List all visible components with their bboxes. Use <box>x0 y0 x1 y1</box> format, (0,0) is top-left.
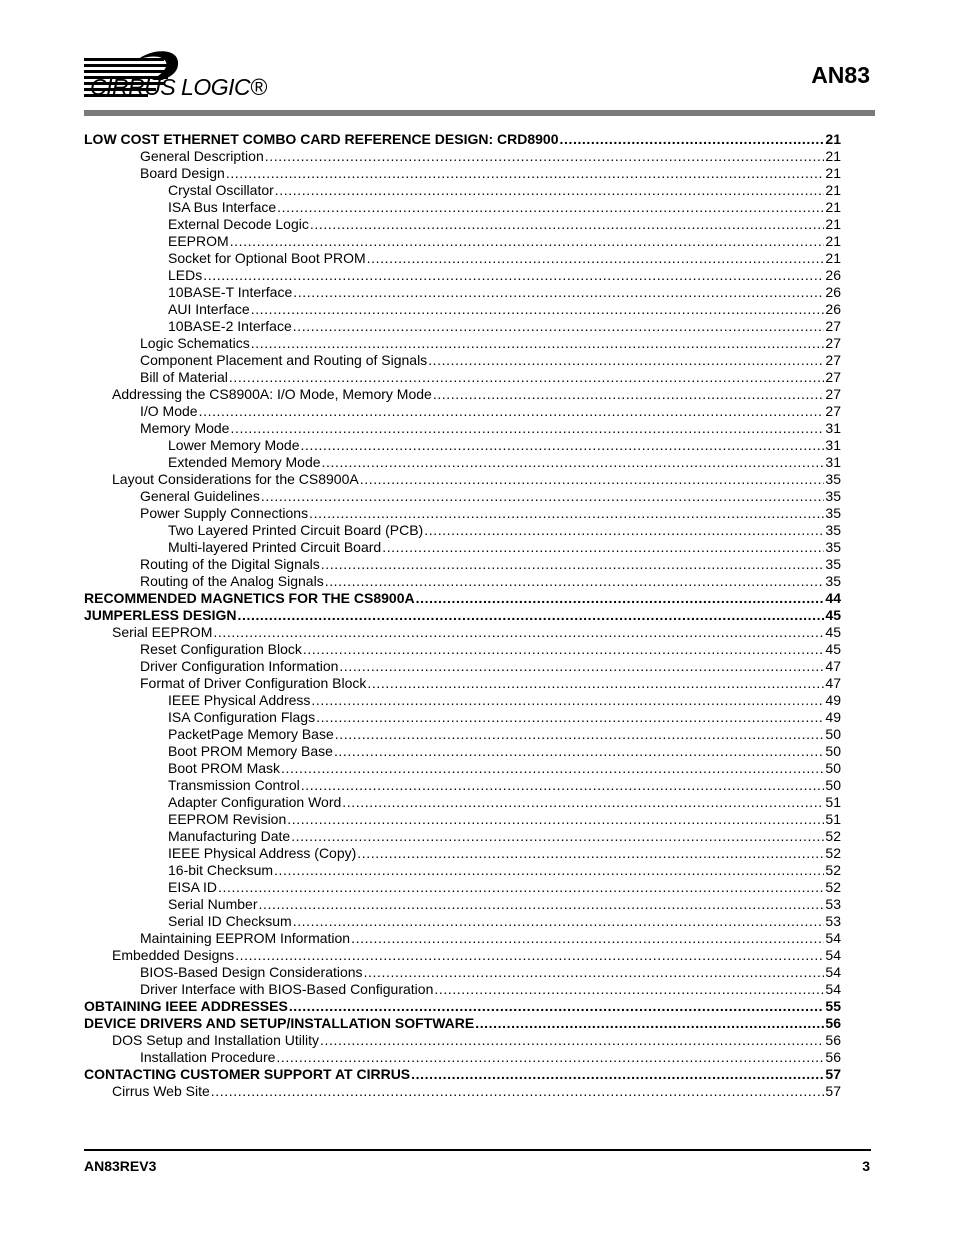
toc-entry-title: Boot PROM Mask <box>168 760 281 776</box>
toc-entry-title: Maintaining EEPROM Information <box>140 930 351 946</box>
toc-entry[interactable] <box>84 386 841 403</box>
toc-entry-page: 56 <box>825 1015 841 1031</box>
toc-entry-title: Cirrus Web Site <box>112 1083 210 1099</box>
toc-entry-page: 54 <box>825 964 841 980</box>
toc-entry-page: 27 <box>825 403 841 419</box>
toc-entry[interactable] <box>84 896 841 913</box>
toc-leader-dots <box>367 675 824 692</box>
toc-entry[interactable] <box>84 233 841 250</box>
toc-leader-dots <box>309 505 824 522</box>
toc-entry[interactable] <box>84 165 841 182</box>
toc-entry-page: 35 <box>825 488 841 504</box>
header-rule <box>84 110 875 116</box>
toc-entry-page: 49 <box>825 692 841 708</box>
toc-entry[interactable] <box>84 709 841 726</box>
toc-entry[interactable] <box>84 794 841 811</box>
toc-entry-title: Reset Configuration Block <box>140 641 302 657</box>
toc-entry[interactable] <box>84 182 841 199</box>
toc-entry-title: EISA ID <box>168 879 218 895</box>
toc-leader-dots <box>360 471 825 488</box>
toc-entry-page: 21 <box>825 165 841 181</box>
toc-leader-dots <box>320 1032 824 1049</box>
toc-entry[interactable] <box>84 539 841 556</box>
toc-leader-dots <box>229 369 825 386</box>
toc-leader-dots <box>325 573 825 590</box>
toc-entry[interactable] <box>84 335 841 352</box>
toc-leader-dots <box>281 760 824 777</box>
toc-leader-dots <box>251 301 825 318</box>
toc-entry[interactable] <box>84 624 841 641</box>
toc-leader-dots <box>342 794 824 811</box>
toc-entry-title: 16-bit Checksum <box>168 862 274 878</box>
toc-entry[interactable] <box>84 590 841 607</box>
toc-entry-title: EEPROM Revision <box>168 811 287 827</box>
toc-entry-title: EEPROM <box>168 233 229 249</box>
toc-entry-page: 55 <box>825 998 841 1014</box>
toc-entry[interactable] <box>84 1049 841 1066</box>
toc-entry-page: 31 <box>825 420 841 436</box>
toc-leader-dots <box>275 182 825 199</box>
toc-leader-dots <box>334 743 824 760</box>
toc-entry-title: Format of Driver Configuration Block <box>140 675 367 691</box>
toc-entry[interactable] <box>84 1015 841 1032</box>
toc-leader-dots <box>351 930 824 947</box>
toc-entry-page: 56 <box>825 1032 841 1048</box>
toc-entry-title: JUMPERLESS DESIGN <box>84 607 237 623</box>
toc-entry-page: 53 <box>825 913 841 929</box>
toc-entry-page: 27 <box>825 352 841 368</box>
toc-leader-dots <box>382 539 824 556</box>
toc-leader-dots <box>416 590 825 607</box>
toc-entry-title: Extended Memory Mode <box>168 454 321 470</box>
toc-entry[interactable] <box>84 267 841 284</box>
toc-leader-dots <box>287 811 824 828</box>
toc-entry[interactable] <box>84 998 841 1015</box>
toc-entry[interactable] <box>84 692 841 709</box>
toc-entry-title: OBTAINING IEEE ADDRESSES <box>84 998 288 1014</box>
toc-leader-dots <box>434 981 824 998</box>
toc-entry-page: 35 <box>825 556 841 572</box>
toc-entry-title: Serial Number <box>168 896 258 912</box>
toc-entry[interactable] <box>84 1032 841 1049</box>
toc-entry-title: Boot PROM Memory Base <box>168 743 333 759</box>
toc-entry-title: Multi-layered Printed Circuit Board <box>168 539 382 555</box>
toc-entry-page: 21 <box>825 216 841 232</box>
toc-entry-page: 27 <box>825 318 841 334</box>
toc-entry-title: 10BASE-2 Interface <box>168 318 292 334</box>
toc-entry-page: 45 <box>825 624 841 640</box>
toc-entry-title: CONTACTING CUSTOMER SUPPORT AT CIRRUS <box>84 1066 411 1082</box>
toc-leader-dots <box>428 352 824 369</box>
toc-entry-title: IEEE Physical Address (Copy) <box>168 845 357 861</box>
toc-entry-title: Bill of Material <box>140 369 228 385</box>
toc-entry-title: Transmission Control <box>168 777 300 793</box>
toc-entry-page: 50 <box>825 726 841 742</box>
toc-leader-dots <box>274 862 824 879</box>
toc-leader-dots <box>258 896 824 913</box>
toc-leader-dots <box>289 998 825 1015</box>
toc-leader-dots <box>251 335 825 352</box>
toc-entry-title: Logic Schematics <box>140 335 250 351</box>
toc-entry-page: 26 <box>825 301 841 317</box>
toc-entry-page: 21 <box>825 250 841 266</box>
toc-entry-page: 21 <box>825 199 841 215</box>
toc-entry[interactable] <box>84 641 841 658</box>
toc-entry-page: 45 <box>825 641 841 657</box>
toc-entry[interactable] <box>84 556 841 573</box>
toc-leader-dots <box>559 131 824 148</box>
toc-entry-page: 47 <box>825 675 841 691</box>
toc-leader-dots <box>367 250 825 267</box>
toc-entry-title: IEEE Physical Address <box>168 692 311 708</box>
toc-entry-page: 57 <box>825 1083 841 1099</box>
toc-entry-page: 54 <box>825 981 841 997</box>
toc-entry[interactable] <box>84 301 841 318</box>
table-of-contents <box>84 131 841 1100</box>
toc-entry-title: External Decode Logic <box>168 216 309 232</box>
toc-entry-page: 35 <box>825 539 841 555</box>
toc-entry[interactable] <box>84 471 841 488</box>
toc-entry[interactable] <box>84 454 841 471</box>
toc-entry-title: Crystal Oscillator <box>168 182 274 198</box>
toc-entry-title: DOS Setup and Installation Utility <box>112 1032 319 1048</box>
toc-entry[interactable] <box>84 216 841 233</box>
toc-entry-page: 57 <box>825 1066 841 1082</box>
toc-leader-dots <box>301 777 825 794</box>
toc-entry-title: Installation Procedure <box>140 1049 276 1065</box>
toc-leader-dots <box>277 199 824 216</box>
toc-leader-dots <box>199 403 825 420</box>
toc-entry-page: 56 <box>825 1049 841 1065</box>
toc-entry[interactable] <box>84 352 841 369</box>
toc-entry-title: Two Layered Printed Circuit Board (PCB) <box>168 522 424 538</box>
toc-entry[interactable] <box>84 1083 841 1100</box>
toc-entry[interactable] <box>84 369 841 386</box>
toc-entry[interactable] <box>84 913 841 930</box>
company-name: CIRRUS LOGIC® <box>90 74 267 100</box>
toc-entry-page: 21 <box>825 233 841 249</box>
toc-entry-page: 51 <box>825 811 841 827</box>
toc-entry-title: Manufacturing Date <box>168 828 291 844</box>
toc-leader-dots <box>293 913 825 930</box>
toc-entry-title: Power Supply Connections <box>140 505 309 521</box>
toc-entry[interactable] <box>84 488 841 505</box>
toc-entry-title: General Description <box>140 148 264 164</box>
toc-entry-title: Driver Configuration Information <box>140 658 339 674</box>
toc-entry[interactable] <box>84 437 841 454</box>
toc-entry-page: 26 <box>825 284 841 300</box>
toc-entry-page: 27 <box>825 386 841 402</box>
toc-entry-title: LEDs <box>168 267 203 283</box>
toc-entry-title: Socket for Optional Boot PROM <box>168 250 366 266</box>
toc-leader-dots <box>357 845 824 862</box>
toc-entry[interactable] <box>84 318 841 335</box>
toc-entry-page: 53 <box>825 896 841 912</box>
toc-entry[interactable] <box>84 420 841 437</box>
toc-entry[interactable] <box>84 981 841 998</box>
toc-entry-page: 21 <box>825 148 841 164</box>
toc-entry-page: 51 <box>825 794 841 810</box>
toc-entry[interactable] <box>84 811 841 828</box>
toc-entry-page: 35 <box>825 522 841 538</box>
toc-entry-page: 47 <box>825 658 841 674</box>
toc-leader-dots <box>303 641 825 658</box>
toc-entry[interactable] <box>84 505 841 522</box>
toc-leader-dots <box>311 692 824 709</box>
toc-leader-dots <box>310 216 825 233</box>
toc-leader-dots <box>411 1066 824 1083</box>
toc-entry-title: I/O Mode <box>140 403 198 419</box>
toc-entry-title: Addressing the CS8900A: I/O Mode, Memory Mode <box>112 386 432 402</box>
toc-leader-dots <box>276 1049 824 1066</box>
toc-entry[interactable] <box>84 658 841 675</box>
toc-entry-page: 52 <box>825 862 841 878</box>
toc-entry-title: DEVICE DRIVERS AND SETUP/INSTALLATION SOFTWARE <box>84 1015 475 1031</box>
toc-entry[interactable] <box>84 403 841 420</box>
toc-entry[interactable] <box>84 964 841 981</box>
toc-entry-page: 54 <box>825 930 841 946</box>
document-id: AN83 <box>811 62 870 88</box>
toc-leader-dots <box>213 624 824 641</box>
toc-entry[interactable] <box>84 522 841 539</box>
document-revision: AN83REV3 <box>84 1158 157 1174</box>
toc-entry[interactable] <box>84 862 841 879</box>
toc-entry[interactable] <box>84 675 841 692</box>
toc-entry-title: Board Design <box>140 165 225 181</box>
toc-leader-dots <box>364 964 825 981</box>
toc-entry[interactable] <box>84 828 841 845</box>
toc-entry[interactable] <box>84 947 841 964</box>
toc-leader-dots <box>203 267 824 284</box>
toc-leader-dots <box>316 709 824 726</box>
toc-leader-dots <box>339 658 824 675</box>
toc-entry-page: 50 <box>825 760 841 776</box>
toc-leader-dots <box>230 420 824 437</box>
toc-entry-page: 31 <box>825 437 841 453</box>
toc-entry-page: 45 <box>825 607 841 623</box>
toc-entry-page: 54 <box>825 947 841 963</box>
toc-entry[interactable] <box>84 777 841 794</box>
toc-leader-dots <box>424 522 824 539</box>
toc-entry-title: Serial EEPROM <box>112 624 213 640</box>
toc-entry-title: Embedded Designs <box>112 947 235 963</box>
toc-entry-page: 52 <box>825 845 841 861</box>
toc-entry-title: ISA Bus Interface <box>168 199 277 215</box>
toc-entry-page: 31 <box>825 454 841 470</box>
toc-entry-page: 35 <box>825 471 841 487</box>
toc-entry-page: 35 <box>825 573 841 589</box>
toc-entry-title: Layout Considerations for the CS8900A <box>112 471 359 487</box>
toc-entry-page: 26 <box>825 267 841 283</box>
toc-entry-page: 27 <box>825 369 841 385</box>
toc-leader-dots <box>301 437 825 454</box>
toc-entry-title: Routing of the Analog Signals <box>140 573 324 589</box>
toc-entry-title: Lower Memory Mode <box>168 437 300 453</box>
toc-entry-title: Serial ID Checksum <box>168 913 292 929</box>
toc-leader-dots <box>433 386 825 403</box>
toc-entry-page: 49 <box>825 709 841 725</box>
toc-entry-title: General Guidelines <box>140 488 260 504</box>
toc-entry-title: BIOS-Based Design Considerations <box>140 964 363 980</box>
toc-leader-dots <box>293 318 825 335</box>
toc-entry[interactable] <box>84 743 841 760</box>
footer-rule <box>84 1149 871 1151</box>
page-number: 3 <box>862 1158 870 1174</box>
toc-entry-title: Driver Interface with BIOS-Based Configuration <box>140 981 434 997</box>
toc-entry[interactable] <box>84 845 841 862</box>
toc-entry[interactable] <box>84 930 841 947</box>
toc-entry[interactable] <box>84 199 841 216</box>
toc-entry[interactable] <box>84 250 841 267</box>
toc-leader-dots <box>293 284 824 301</box>
toc-entry-page: 44 <box>825 590 841 606</box>
toc-entry[interactable] <box>84 760 841 777</box>
toc-leader-dots <box>226 165 825 182</box>
toc-entry-page: 21 <box>825 131 841 147</box>
toc-entry[interactable] <box>84 148 841 165</box>
toc-entry-title: RECOMMENDED MAGNETICS FOR THE CS8900A <box>84 590 415 606</box>
toc-leader-dots <box>322 454 825 471</box>
toc-entry-title: Component Placement and Routing of Signals <box>140 352 428 368</box>
toc-entry-page: 52 <box>825 828 841 844</box>
toc-leader-dots <box>291 828 824 845</box>
toc-entry-page: 21 <box>825 182 841 198</box>
toc-entry-title: PacketPage Memory Base <box>168 726 334 742</box>
toc-entry-title: ISA Configuration Flags <box>168 709 316 725</box>
toc-entry[interactable] <box>84 131 841 148</box>
toc-leader-dots <box>218 879 824 896</box>
toc-leader-dots <box>335 726 825 743</box>
toc-entry-title: Routing of the Digital Signals <box>140 556 320 572</box>
toc-entry-page: 50 <box>825 777 841 793</box>
toc-leader-dots <box>230 233 825 250</box>
toc-entry-title: 10BASE-T Interface <box>168 284 293 300</box>
toc-entry[interactable] <box>84 726 841 743</box>
toc-leader-dots <box>235 947 824 964</box>
toc-entry[interactable] <box>84 284 841 301</box>
toc-leader-dots <box>261 488 825 505</box>
toc-entry[interactable] <box>84 879 841 896</box>
toc-leader-dots <box>211 1083 825 1100</box>
toc-entry[interactable] <box>84 607 841 624</box>
toc-entry-title: Adapter Configuration Word <box>168 794 342 810</box>
toc-leader-dots <box>475 1015 824 1032</box>
toc-leader-dots <box>265 148 825 165</box>
toc-entry-page: 50 <box>825 743 841 759</box>
toc-leader-dots <box>321 556 825 573</box>
toc-entry[interactable] <box>84 1066 841 1083</box>
toc-entry-title: Memory Mode <box>140 420 230 436</box>
toc-entry[interactable] <box>84 573 841 590</box>
toc-leader-dots <box>237 607 824 624</box>
toc-entry-page: 52 <box>825 879 841 895</box>
toc-entry-title: AUI Interface <box>168 301 250 317</box>
toc-entry-title: LOW COST ETHERNET COMBO CARD REFERENCE DESIGN: CRD8900 <box>84 131 559 147</box>
toc-entry-page: 27 <box>825 335 841 351</box>
toc-entry-page: 35 <box>825 505 841 521</box>
